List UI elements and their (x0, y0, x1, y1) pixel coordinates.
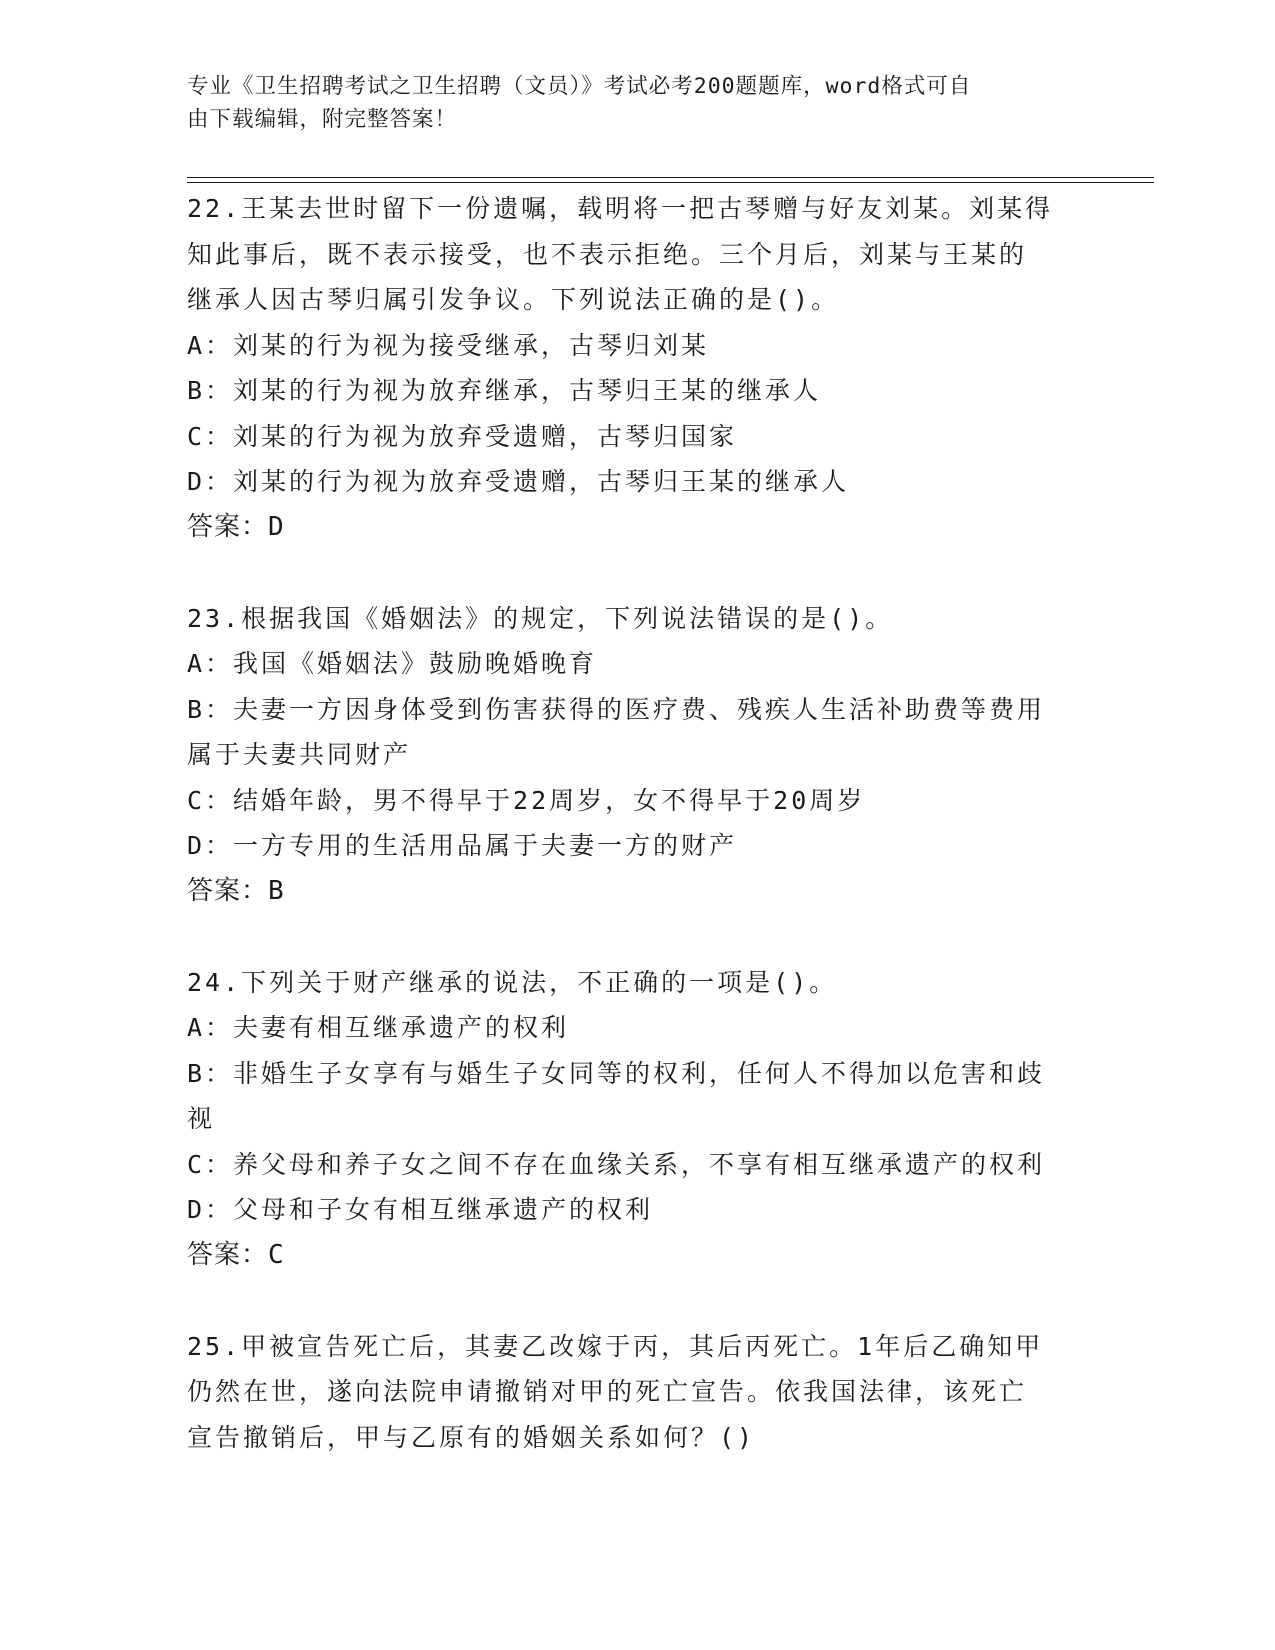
question-spacer (187, 550, 1087, 596)
option-c: C：刘某的行为视为放弃受遗赠，古琴归国家 (187, 421, 738, 451)
option-d: D：刘某的行为视为放弃受遗赠，古琴归王某的继承人 (187, 467, 850, 496)
answer-line (187, 869, 1087, 915)
question-text-line: 知此事后，既不表示接受，也不表示拒绝。三个月后，刘某与王某的 (187, 239, 1028, 269)
answer-value: C (268, 1239, 285, 1270)
question-text-line: 25.甲被宣告死亡后，其妻乙改嫁于丙，其后丙死亡。1年后乙确知甲 (187, 1331, 1044, 1361)
question-list (187, 186, 1087, 1460)
document-header (187, 70, 1067, 136)
answer-label: 答案： (187, 875, 269, 906)
question-spacer (187, 914, 1087, 960)
question-text-line: 24.下列关于财产继承的说法，不正确的一项是()。 (187, 967, 838, 997)
question-text-line: 23.根据我国《婚姻法》的规定，下列说法错误的是()。 (187, 603, 894, 633)
option-d: D：一方专用的生活用品属于夫妻一方的财产 (187, 831, 738, 860)
question-text-line: 22.王某去世时留下一份遗嘱，载明将一把古琴赠与好友刘某。刘某得 (187, 194, 1054, 223)
option-b: B：非婚生子女享有与婚生子女同等的权利，任何人不得加以危害和歧 (187, 1058, 1046, 1088)
option-b: B：刘某的行为视为放弃继承，古琴归王某的继承人 (187, 376, 822, 405)
option-d: D：父母和子女有相互继承遗产的权利 (187, 1195, 654, 1224)
header-line-1: 专业《卫生招聘考试之卫生招聘（文员）》考试必考200题题库，word格式可自 (187, 74, 972, 99)
question-spacer (187, 1278, 1087, 1324)
option-a: A：刘某的行为视为接受继承，古琴归刘某 (187, 330, 710, 360)
question-text-line: 宣告撤销后，甲与乙原有的婚姻关系如何？() (187, 1422, 756, 1452)
question-22 (187, 186, 1087, 550)
answer-value: D (268, 511, 285, 542)
option-a: A：我国《婚姻法》鼓励晚婚晚育 (187, 649, 598, 678)
option-b-continuation: 视 (187, 1104, 216, 1133)
answer-label: 答案： (187, 1239, 269, 1270)
answer-value: B (268, 875, 285, 906)
option-c: C：养父母和养子女之间不存在血缘关系，不享有相互继承遗产的权利 (187, 1149, 1046, 1179)
question-24 (187, 960, 1087, 1279)
question-text-line: 仍然在世，遂向法院申请撤销对甲的死亡宣告。依我国法律，该死亡 (187, 1377, 1028, 1406)
option-b: B：夫妻一方因身体受到伤害获得的医疗费、残疾人生活补助费等费用 (187, 694, 1046, 724)
question-text-line: 继承人因古琴归属引发争议。下列说法正确的是()。 (187, 285, 840, 314)
answer-line (187, 505, 1087, 551)
header-divider-bottom (187, 182, 1154, 183)
answer-label: 答案： (187, 511, 269, 542)
option-a: A：夫妻有相互继承遗产的权利 (187, 1013, 570, 1042)
option-b-continuation: 属于夫妻共同财产 (187, 740, 412, 769)
option-c: C：结婚年龄，男不得早于22周岁，女不得早于20周岁 (187, 785, 866, 815)
answer-line (187, 1233, 1087, 1279)
header-divider-top (187, 177, 1154, 178)
header-line-2: 由下载编辑，附完整答案！ (187, 107, 458, 132)
question-25 (187, 1324, 1087, 1461)
question-23 (187, 596, 1087, 915)
